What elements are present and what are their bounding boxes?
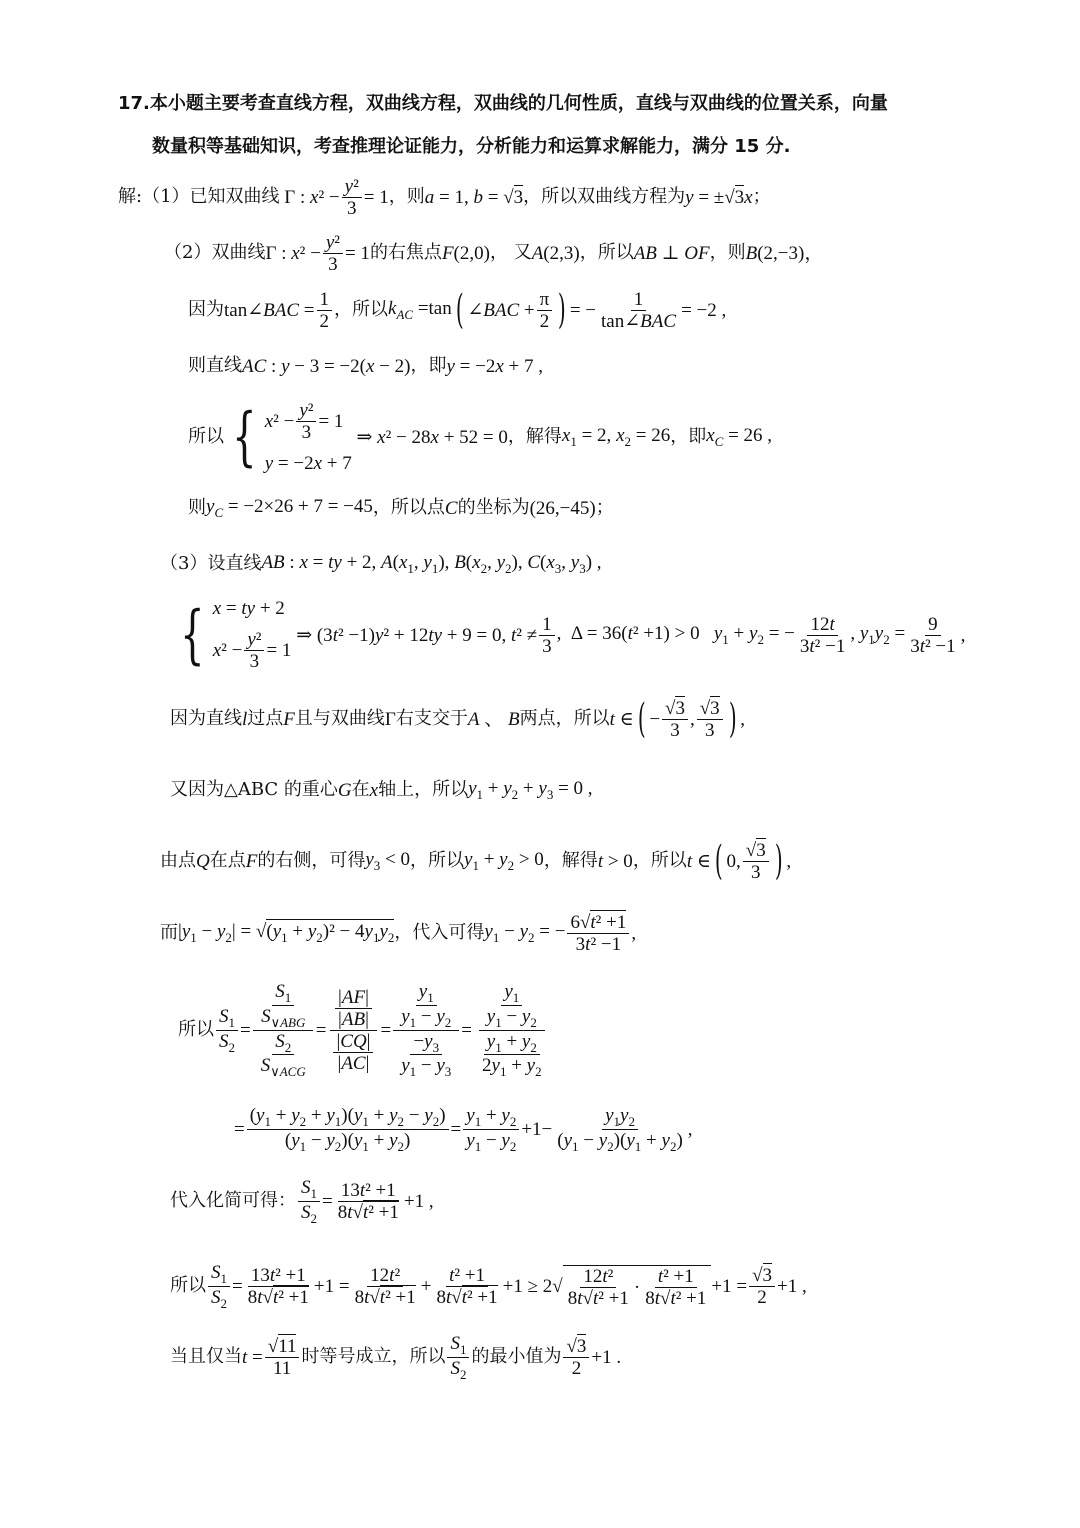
part-1-line: 解: （1）已知双曲线 Γ : x² − $\frac{\text{y²}}{3}$ = 1 ，则 a = 1, b = √3 ，所以双曲线方程为 y = ±√3x ； xyxy=(118,175,771,219)
part-2-line-1: （2）双曲线 Γ : x² − $\frac{\text{y²}}{3}$ = 1 的右焦点 F(2,0) ， 又 A(2,3) ，所以 AB ⊥ OF ，则 B(2,−3)， xyxy=(164,231,824,275)
part-3-line-10: 所以 $\frac{S_1}{S_2}$ = $\frac{\text{13t² +1}}{\text{8t√t² +1}}$ +1 = $\frac{\text{12t²}}{\text{8t√t² +1}}$ + $\frac{\text{t² +1}}{\text{8t√t² +1}}$ +1 ≥ 2√ $\frac{\text{12t²}}{\text{8t√t² +1}}$ · $\frac{\text{t² +1}}{\text{8t√t² +1}}$ +1 = $\frac{√3}{2}$ +1 , xyxy=(170,1261,807,1311)
part-3-line-6: 而 $|y_1 - y_2| = √(y_1 + y_2)^2 - 4y_1y_2$ ，代入可得 $y_1 - y_2$ = − $\frac{\text{6√t² +1}}{\text{3t² −1}}$ , xyxy=(160,911,637,955)
part-3-line-1: （3）设直线 AB : x = ty + 2, $A(x_1$, $y_1$), $B(x_2$, $y_2$), $C(x_3$, $y_3$) , xyxy=(160,552,602,576)
part-3-line-9: 代入化简可得： $\frac{S_1}{S_2}$ = $\frac{\text{13t² +1}}{\text{8t√t² +1}}$ +1 , xyxy=(170,1176,434,1226)
part-3-line-11: 当且仅当 t = $\frac{√11}{11}$ 时等号成立，所以 $\frac{S_1}{S_2}$ 的最小值为 $\frac{√3}{2}$ +1 . xyxy=(170,1332,622,1382)
part-2-line-2: 因为 tan∠BAC = $\frac{1}{2}$ ，所以 $k_{AC} =\tan$ ( ∠BAC + $\frac{\pi}{2}$ ) = − $\frac{1}{\text{tan∠BAC}}$ = −2 , xyxy=(188,287,727,333)
part-3-line-2: { x = ty + 2 x ² − $\frac{\text{y²}}{3}$ = 1 ⇒ (3t² −1)y² + 12ty + 9 = 0, t² ≠ $\frac{1}{3}$ , Δ = 36(t² +1) > 0 $y_1 + y_2$ = − $\frac{12t}{\text{3t² −1}}$ , $y_1y_2$ = $\frac{9}{\text{3t² −1}}$ , xyxy=(180,598,966,672)
part-2-line-5: 则 $y_C = -2\times 26 + 7 = -45$ ，所以点 C 的坐标为 (26,−45) ； xyxy=(188,496,614,520)
part-3-line-7: 所以 $\frac{S_1}{S_2}$ = $\frac{\frac{S_1}{S_{\vee ABG}}}{\frac{S_2}{S_{\vee ACG}}}$ = $\frac{\frac{|AF|}{|AB|}}{\frac{|CQ|}{|AC|}}$ = $\frac{\frac{y_1}{y_1 - y_2}}{\frac{-y_3}{y_1 - y_3}}$ = $\frac{\frac{y_1}{y_1 - y_2}}{\frac{y_1 + y_2}{2y_1 + y_2}}$ xyxy=(178,974,552,1086)
part-3-line-8: = $\frac{(y_1 + y_2 + y_1)(y_1 + y_2 - y_2)}{(y_1 - y_2)(y_1 + y_2)}$ = $\frac{y_1 + y_2}{y_1 - y_2}$ +1− $\frac{y_1y_2}{(y_1 - y_2)(y_1 + y_2)}$ , xyxy=(234,1104,693,1154)
problem-header-line-2: 数量积等基础知识，考查推理论证能力，分析能力和运算求解能力，满分 15 分. xyxy=(152,136,791,157)
part-3-line-5: 由点 Q 在点 F 的右侧，可得 $y_3 < 0$ ，所以 $y_1 + y_2 > 0$ ，解得 t > 0 ，所以 t ∈ ( 0, $\frac{√3}{3}$ ) , xyxy=(160,838,792,884)
part-2-line-3: 则直线 AC : y − 3 = −2(x − 2) ，即 y = −2x + 7 , xyxy=(188,355,543,377)
part-2-line-4: 所以 { x ² − $\frac{\text{y²}}{3}$ = 1 y = −2x + 7 ⇒ x² − 28x + 52 = 0 ，解得 $x_1 = 2$, $x_2 = 26$ ，即 $x_C = 26$ , xyxy=(188,400,773,474)
part-3-line-4: 又因为△ABC 的重心 G 在 x 轴上，所以 $y_1 + y_2 + y_3 = 0$ , xyxy=(170,778,593,802)
solution-label: 解: xyxy=(118,186,143,207)
problem-header-line-1: 17.本小题主要考查直线方程，双曲线方程，双曲线的几何性质，直线与双曲线的位置关系，向量 xyxy=(118,93,888,114)
part-3-line-3: 因为直线 l 过点 F 且与双曲线 Γ 右支交于 A 、 B 两点，所以 t ∈ ( − $\frac{√3}{3}$ , $\frac{√3}{3}$ ) , xyxy=(170,696,746,742)
